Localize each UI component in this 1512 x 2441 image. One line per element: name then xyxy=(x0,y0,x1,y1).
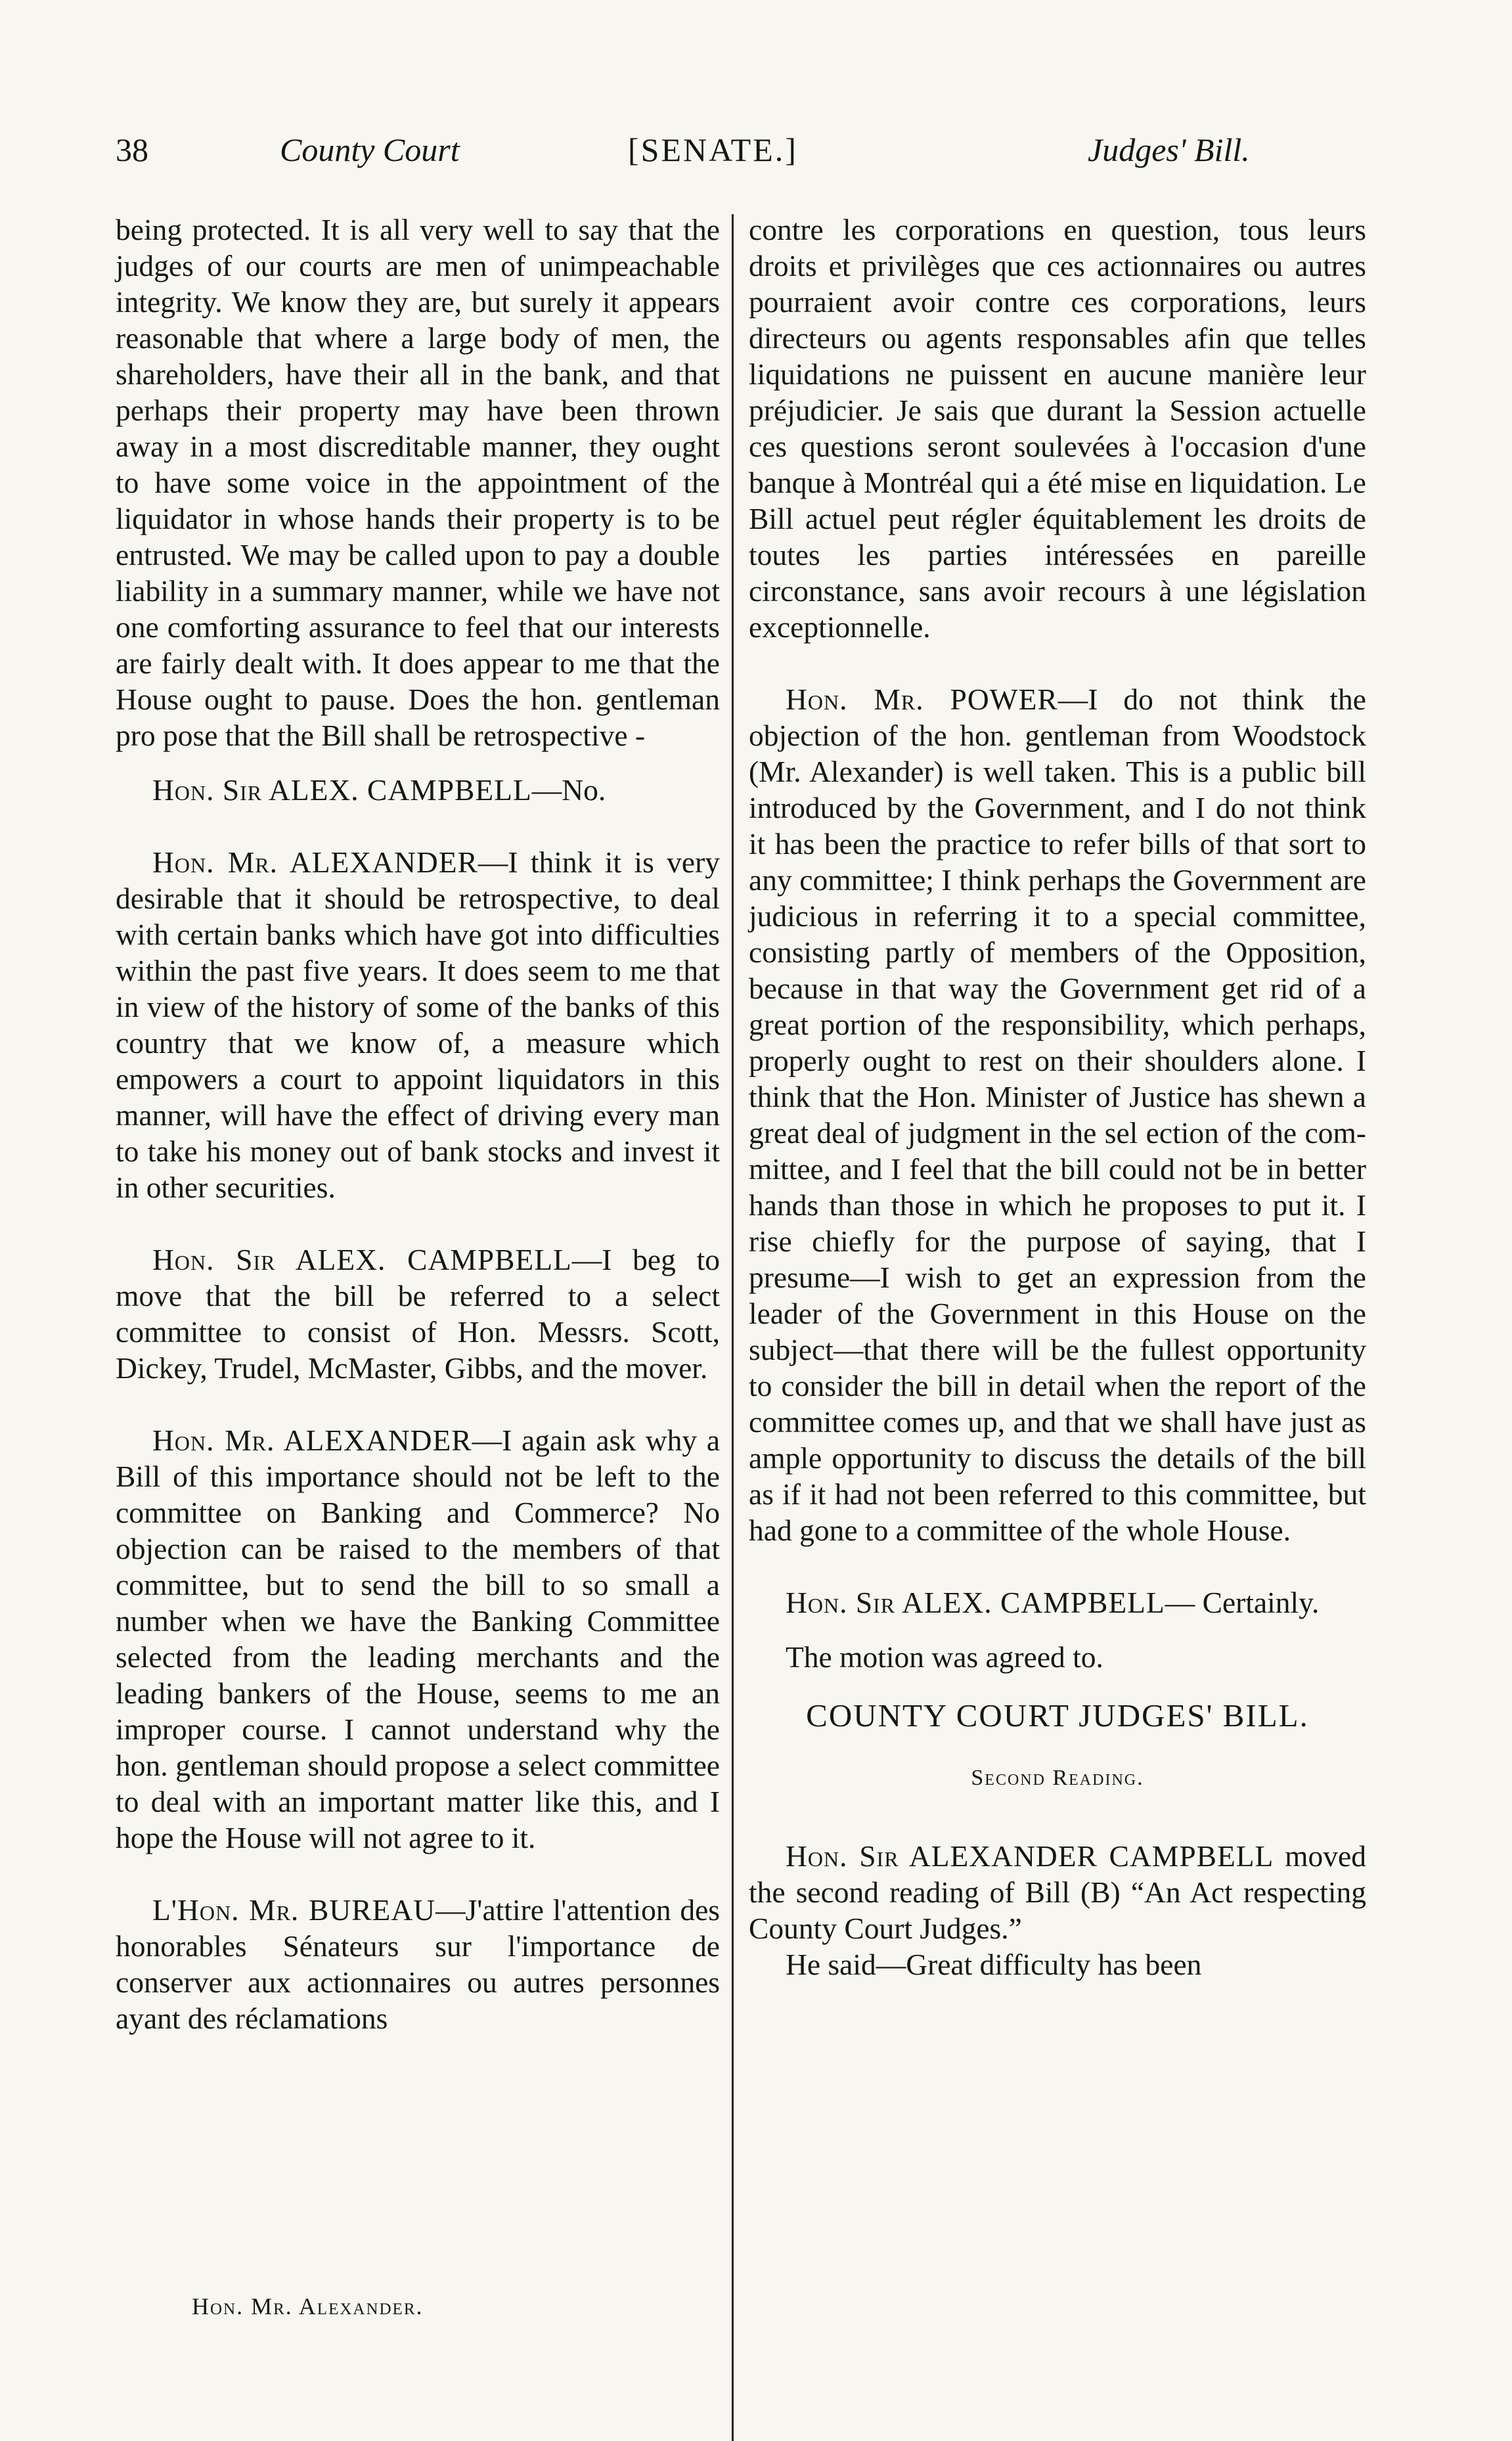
paragraph-text: —No. xyxy=(531,773,606,807)
paragraph-text: —I beg to move that the bill be referred to a select committee to consist of Hon. Messrs. Scott, Dickey, Trudel, McMaster, Gibbs, and the mover. xyxy=(116,1243,720,1385)
paragraph xyxy=(749,1838,1366,1946)
speaker-name: Hon. Mr. ALEXANDER xyxy=(152,845,478,879)
section-subheading: Second Reading. xyxy=(971,1766,1144,1790)
motion-result: The motion was agreed to. xyxy=(786,1640,1103,1674)
speaker-name: Hon. Sir ALEX. CAMPBELL xyxy=(786,1586,1165,1619)
catchword: Hon. Mr. Alexander. xyxy=(192,2293,424,2319)
running-title-right: Judges' Bill. xyxy=(1088,131,1250,168)
paragraph-text: He said—Great difficulty has been xyxy=(786,1948,1202,1981)
paragraph-text: contre les corporations en question, tous leurs droits et privilèges que ces actionnaires ou autres pourraient avoir contre ces corporations, leurs directeurs ou agents responsables afin que telles liquidations ne puissent en aucune manière leur préjudicier. Je sais que durant la Session actuelle ces questions seront soulevées à l'occasion d'une banque à Montréal qui a été mise en liquidation. Le Bill actuel peut régler équitablement les droits de toutes les parties intéressées en pareille circonstance, sans avoir recours à une législation exceptionnelle. xyxy=(749,213,1366,644)
section-heading: COUNTY COURT JUDGES' BILL. xyxy=(806,1697,1309,1734)
paragraph xyxy=(749,212,1366,645)
speaker-name: Hon. Mr. ALEXANDER xyxy=(152,1423,472,1457)
paragraph-text: —I think it is very desirable that it should be retrospective, to deal with certain banks which have got into difficulties within the past five years. It does seem to me that in view of the history of some of the banks of this country that we know of, a measure which empowers a court to appoint liquidators in this manner, will have the effect of driving every man to take his money out of bank stocks and invest it in other securities. xyxy=(116,845,720,1204)
speaker-name: Hon. Sir ALEX. CAMPBELL xyxy=(152,1243,572,1276)
paragraph-text: —J'attire l'attention des honorables Sénateurs sur l'importance de conserver aux actionnaires ou autres personnes ayant des réclamations xyxy=(116,1893,720,2035)
right-column xyxy=(749,212,1366,2019)
page-number: 38 xyxy=(116,131,148,168)
speaker-name: Hon. Sir ALEX. CAMPBELL xyxy=(152,773,532,807)
paragraph xyxy=(116,1422,720,1856)
paragraph-text: —I do not think the objection of the hon. gentleman from Woodstock (Mr. Alexander) is well taken. This is a public bill introduced by the Government, and I do not think it has been the practice to refer bills of that sort to any committee; I think perhaps the Government are judicious in referring it to a special committee, consisting partly of members of the Opposition, because in that way the Government get rid of a great portion of the responsibility, which perhaps, properly ought to rest on their shoulders alone. I think that the Hon. Minister of Justice has shewn a great deal of judgment in the sel ection of the committee, and I feel that the bill could not be in better hands than those in which he proposes to put it. I rise chiefly for the purpose of saying, that I presume—I wish to get an expression from the leader of the Government in this House on the subject—that there will be the fullest opportunity to consider the bill in detail when the report of the committee comes up, and that we shall have just as ample opportunity to discuss the details of the bill as if it had not been referred to this committee, but had gone to a committee of the whole House. xyxy=(749,683,1366,1547)
column-divider xyxy=(732,214,734,2441)
paragraph xyxy=(116,1242,720,1386)
paragraph xyxy=(749,1946,1366,1982)
chamber-label: [SENATE.] xyxy=(628,131,798,168)
running-header xyxy=(116,123,1383,176)
speaker-name: Hon. Mr. POWER xyxy=(786,683,1058,716)
speaker-name: Hon. Sir ALEXANDER CAMPBELL xyxy=(786,1839,1274,1873)
paragraph xyxy=(116,844,720,1205)
paragraph xyxy=(116,1892,720,2036)
paragraph xyxy=(749,681,1366,1548)
paragraph-text: —I again ask why a Bill of this importance should not be left to the committee on Banking and Commerce? No objection can be raised to the members of that committee, but to send the bill to so small a number when we have the Banking Committee selected from the leading merchants and the leading bankers of the House, seems to me an improper course. I cannot understand why the hon. gentleman should propose a select committee to deal with an important matter like this, and I hope the House will not agree to it. xyxy=(116,1423,721,1854)
paragraph-text: moved the second reading of Bill (B) “An Act respecting County Court Judges.” xyxy=(749,1839,1366,1945)
paragraph-text: — Certainly. xyxy=(1165,1586,1320,1619)
paragraph xyxy=(116,212,720,753)
running-title-left: County Court xyxy=(280,131,460,168)
paragraph xyxy=(749,1584,1366,1621)
paragraph xyxy=(116,772,720,808)
left-column xyxy=(116,212,720,2072)
paragraph-text: being protected. It is all very well to say that the judges of our courts are men of unimpeachable integrity. We know they are, but surely it appears reasonable that where a large body of men, the shareholders, have their all in the bank, and that perhaps their property may have been thrown away in a most discreditable manner, they ought to have some voice in the appointment of the liquidator in whose hands their property is to be entrusted. We may be called upon to pay a double liability in a summary manner, while we have not one comforting assurance to feel that our interests are fairly dealt with. It does appear to me that the House ought to pause. Does the hon. gentleman pro pose that the Bill shall be retrospective - xyxy=(116,213,720,752)
speaker-name: L'Hon. Mr. BUREAU xyxy=(152,1893,436,1927)
